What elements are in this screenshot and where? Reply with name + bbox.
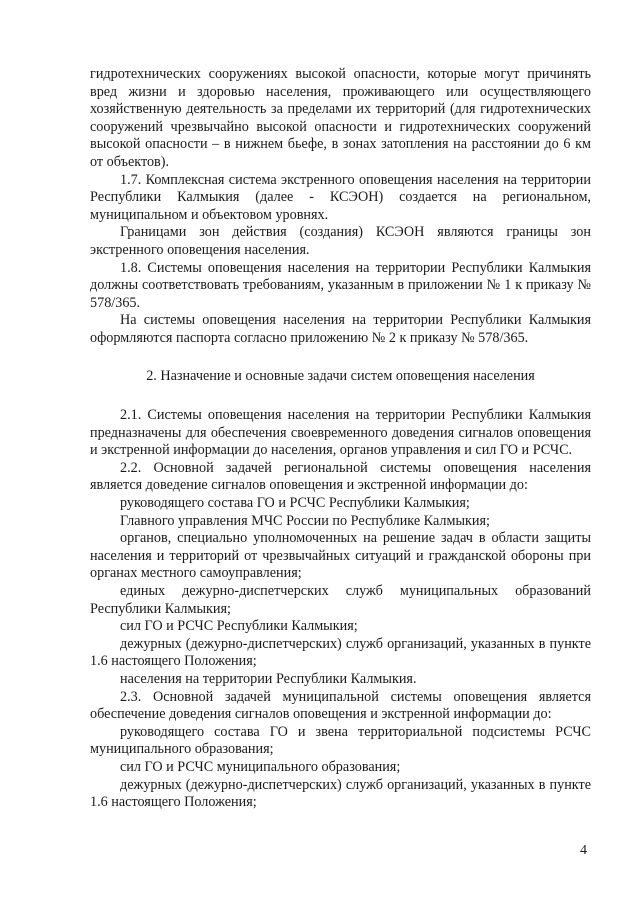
list-item: Главного управления МЧС России по Республике Калмыкия; bbox=[120, 512, 490, 529]
paragraph-2-2: 2.2. Основной задачей региональной системы оповещения населения является доведение сигналов оповещения и экстренной информации до: bbox=[90, 459, 591, 494]
list-item: руководящего состава ГО и звена территориальной подсистемы РСЧС муниципального образования; bbox=[90, 723, 591, 758]
paragraph-kseon-boundaries: Границами зон действия (создания) КСЭОН являются границы зон экстренного оповещения населения. bbox=[90, 224, 591, 258]
paragraph-continuation: гидротехнических сооружениях высокой опасности, которые могут причинять вред жизни и здоровью населения, проживающего или осуществляющего хозяйственную деятельность за пределами их территорий (для гидротехнических сооружений чрезвычайно высокой опасности и гидротехнических сооружений высокой опасности – в нижнем бьефе, в зонах затопления на расстоянии до 6 км от объектов). bbox=[90, 66, 591, 170]
paragraph-2-3: 2.3. Основной задачей муниципальной системы оповещения является обеспечение доведения сигналов оповещения и экстренной информации до: bbox=[90, 688, 591, 723]
list-item: дежурных (дежурно-диспетчерских) служб организаций, указанных в пункте 1.6 настоящего Положения; bbox=[90, 635, 591, 670]
paragraph-1-8: 1.8. Системы оповещения населения на территории Республики Калмыкия должны соответствовать требованиям, указанным в приложении № 1 к приказу № 578/365. bbox=[90, 259, 591, 311]
list-item: дежурных (дежурно-диспетчерских) служб организаций, указанных в пункте 1.6 настоящего Положения; bbox=[90, 776, 591, 811]
list-item: единых дежурно-диспетчерских служб муниципальных образований Республики Калмыкия; bbox=[90, 583, 591, 617]
paragraph-2-1: 2.1. Системы оповещения населения на территории Республики Калмыкия предназначены для обеспечения своевременного доведения сигналов оповещения и экстренной информации до населения, органов управления и сил ГО и РСЧС. bbox=[90, 407, 591, 459]
list-item: населения на территории Республики Калмыкия. bbox=[120, 671, 417, 687]
list-item: сил ГО и РСЧС муниципального образования; bbox=[120, 758, 401, 775]
document-body bbox=[90, 66, 591, 812]
paragraph-passports: На системы оповещения населения на территории Республики Калмыкия оформляются паспорта согласно приложению № 2 к приказу № 578/365. bbox=[90, 312, 591, 346]
list-item: органов, специально уполномоченных на решение задач в области защиты населения и территорий от чрезвычайных ситуаций и гражданской обороны при органах местного самоуправления; bbox=[90, 530, 591, 582]
list-item: сил ГО и РСЧС Республики Калмыкия; bbox=[120, 618, 358, 635]
paragraph-1-7: 1.7. Комплексная система экстренного оповещения населения на территории Республики Калмыкия (далее - КСЭОН) создается на региональном, муниципальном и объектовом уровнях. bbox=[90, 171, 591, 223]
section-heading-2: 2. Назначение и основные задачи систем оповещения населения bbox=[146, 367, 535, 384]
page-number: 4 bbox=[580, 843, 587, 858]
list-item: руководящего состава ГО и РСЧС Республики Калмыкия; bbox=[120, 495, 470, 512]
